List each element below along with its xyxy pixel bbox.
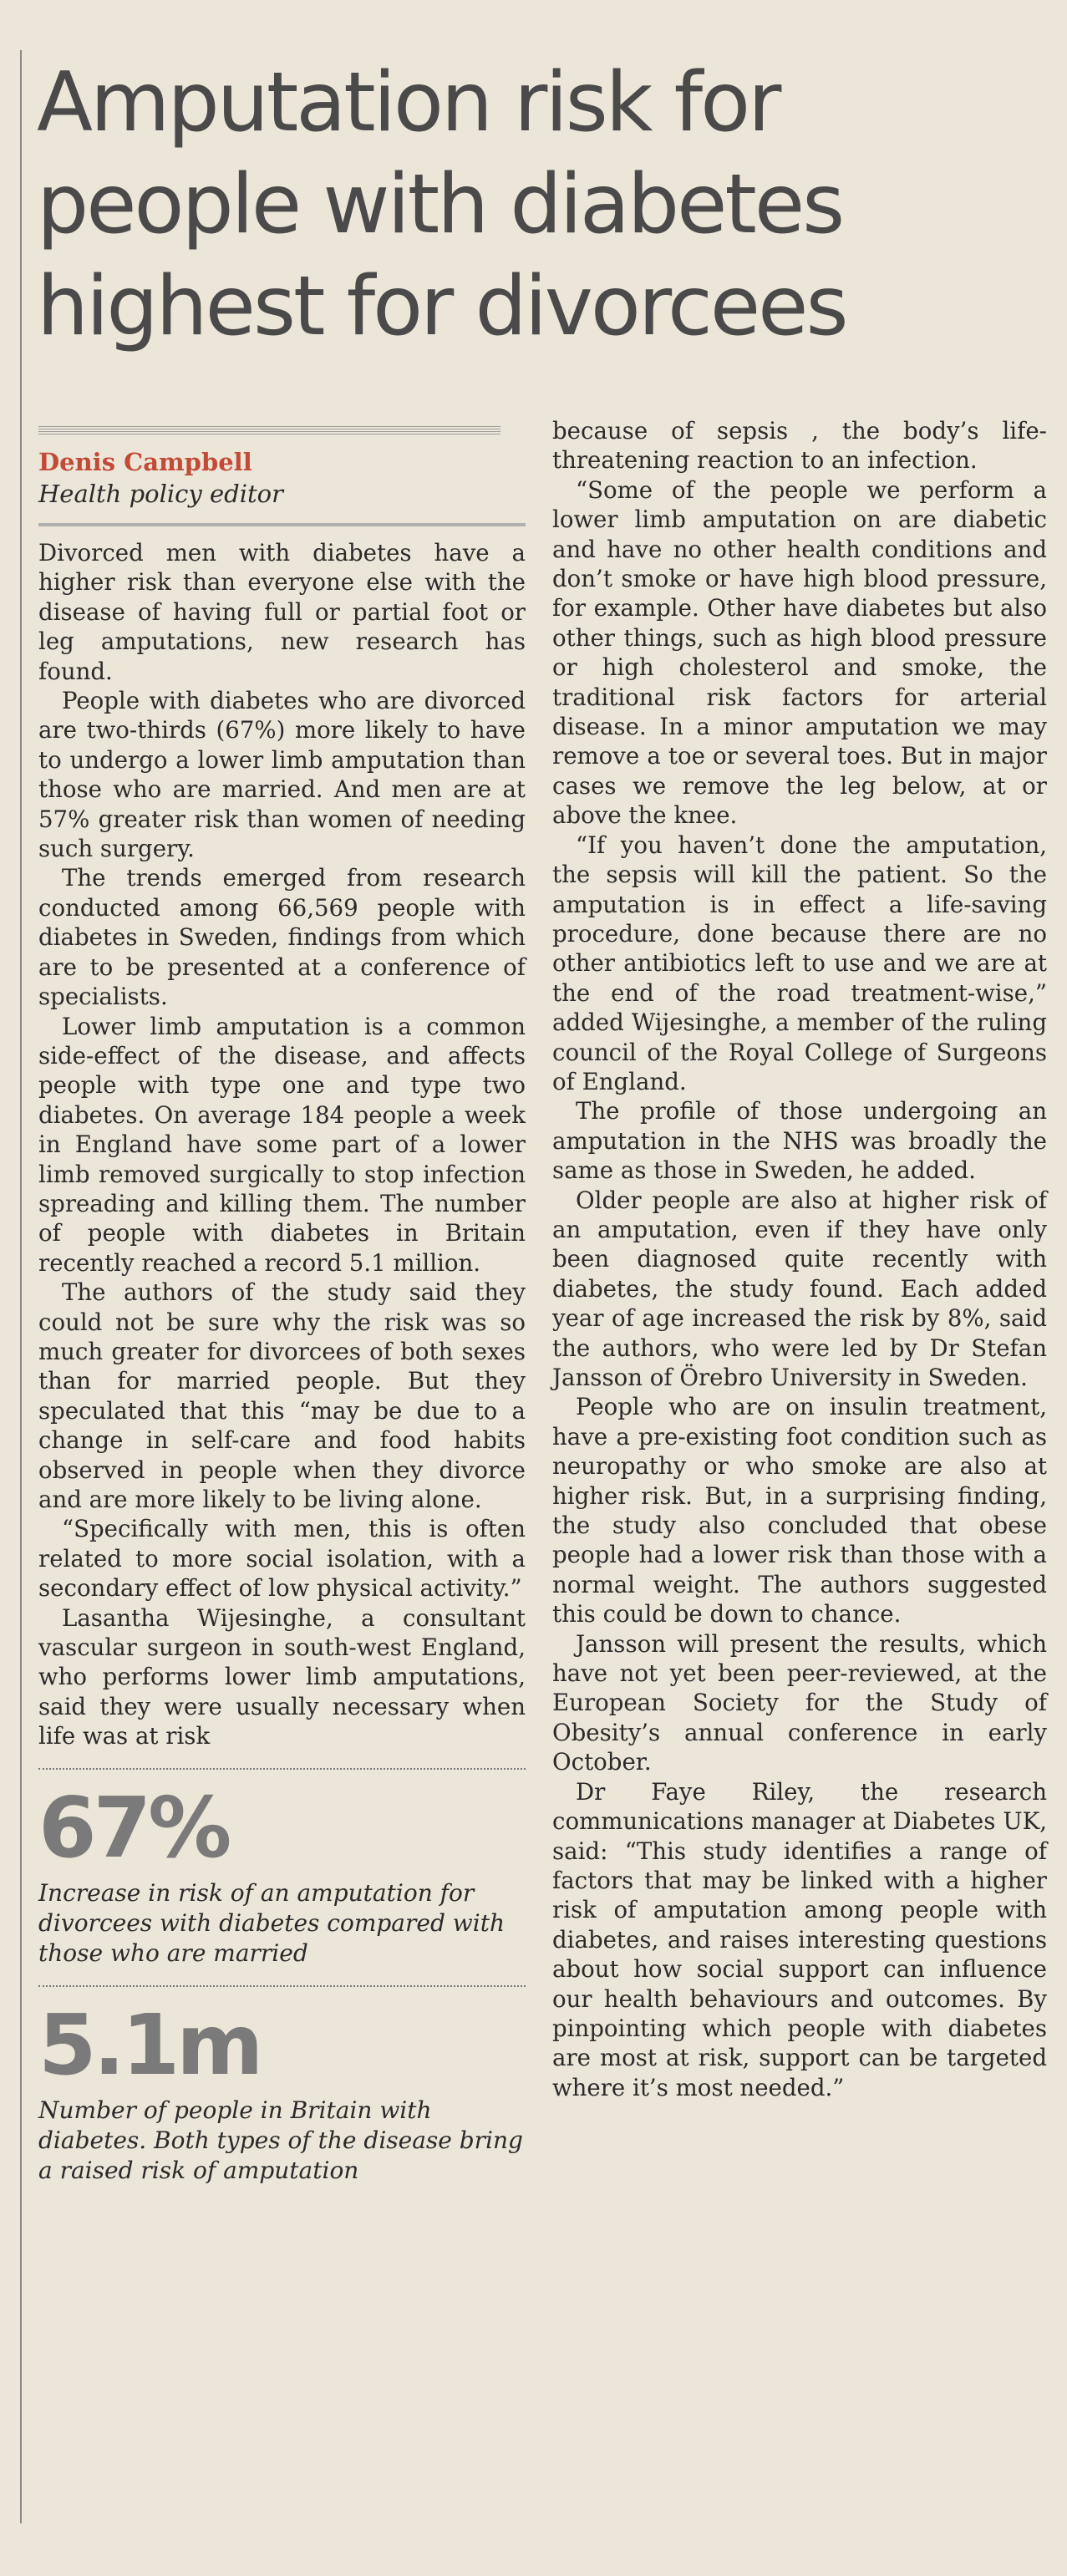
article-paragraph: The trends emerged from research conducted among 66,569 people with diabetes in Sweden, findings from which are to be presented at a conference of specialists. bbox=[38, 864, 526, 1011]
article-paragraph: “Specifically with men, this is often related to more social isolation, with a secondary effect of low physical activity.” bbox=[38, 1515, 526, 1603]
article-column-1 bbox=[38, 416, 526, 2186]
page-margin-rule bbox=[20, 50, 22, 2523]
stat-box-divorce bbox=[38, 1768, 526, 1969]
lead-divider bbox=[38, 523, 526, 526]
stat-box-population bbox=[38, 1985, 526, 2186]
headline: Amputation risk for people with diabetes highest for divorcees bbox=[37, 55, 846, 354]
article-paragraph: The authors of the study said they could not be sure why the risk was so much greater for divorcees of both sexes than for married people. But they speculated that this “may be due to a change in self-care and food habits observed in people when they divorce and are more likely to be living alone. bbox=[38, 1278, 526, 1513]
byline-divider bbox=[38, 426, 500, 434]
stat-figure: 67% bbox=[38, 1778, 229, 1877]
article-paragraph: People who are on insulin treatment, have a pre-existing foot condition such as neuropathy or who smoke are also at higher risk. But, in a surprising finding, the study also concluded that obese people had a lower risk than those with a normal weight. The authors suggested this could be down to chance. bbox=[552, 1393, 1047, 1628]
article-paragraph: “Some of the people we perform a lower limb amputation on are diabetic and have no other health conditions and don’t smoke or have high blood pressure, for example. Other have diabetes but also other things, such as high blood pressure or high cholesterol and smoke, the traditional risk factors for arterial disease. In a minor amputation we may remove a toe or several toes. But in major cases we remove the leg below, at or above the knee. bbox=[552, 475, 1047, 830]
article-paragraph: Dr Faye Riley, the research communications manager at Diabetes UK, said: “This study identifies a range of factors that may be linked with a higher risk of amputation among people with diabetes, and raises interesting questions about how social support can influence our health behaviours and outcomes. By pinpointing which people with diabetes are most at risk, support can be targeted where it’s most needed.” bbox=[552, 1777, 1047, 2101]
article-paragraph: because of sepsis , the body’s life-threatening reaction to an infection. bbox=[552, 417, 1047, 475]
article-paragraph: The profile of those undergoing an amputation in the NHS was broadly the same as those in Sweden, he added. bbox=[552, 1097, 1047, 1185]
byline-role: Health policy editor bbox=[38, 480, 283, 508]
article-paragraph: Lower limb amputation is a common side-effect of the disease, and affects people with type one and type two diabetes. On average 184 people a week in England have some part of a lower limb removed surgically to stop infection spreading and killing them. The number of people with diabetes in Britain recently reached a record 5.1 million. bbox=[38, 1012, 526, 1277]
article-paragraph: Divorced men with diabetes have a higher risk than everyone else with the disease of having full or partial foot or leg amputations, new research has found. bbox=[38, 539, 526, 685]
article-column-2 bbox=[552, 416, 1047, 2102]
article-paragraph: “If you haven’t done the amputation, the sepsis will kill the patient. So the amputation is in effect a life-saving procedure, done because there are no other antibiotics left to use and we are at the end of the road treatment-wise,” added Wijesinghe, a member of the ruling council of the Royal College of Surgeons of England. bbox=[552, 831, 1047, 1095]
article-paragraph: Jansson will present the results, which have not yet been peer-reviewed, at the European Society for the Study of Obesity’s annual conference in early October. bbox=[552, 1629, 1047, 1776]
article-paragraph: Lasantha Wijesinghe, a consultant vascular surgeon in south-west England, who performs lower limb amputations, said they were usually necessary when life was at risk bbox=[38, 1603, 526, 1750]
article-paragraph: People with diabetes who are divorced are two-thirds (67%) more likely to have to undergo a lower limb amputation than those who are married. And men are at 57% greater risk than women of needing such surgery. bbox=[38, 687, 526, 863]
stat-caption: Increase in risk of an amputation for divorcees with diabetes compared with those who are married bbox=[38, 1878, 505, 1967]
article-paragraph: Older people are also at higher risk of an amputation, even if they have only been diagnosed quite recently with diabetes, the study found. Each added year of age increased the risk by 8%, said the authors, who were led by Dr Stefan Jansson of Örebro University in Sweden. bbox=[552, 1186, 1047, 1391]
byline-author: Denis Campbell bbox=[38, 448, 252, 476]
stat-caption: Number of people in Britain with diabetes. Both types of the disease bring a raised risk of amputation bbox=[38, 2096, 523, 2184]
stat-figure: 5.1m bbox=[38, 1995, 261, 2094]
